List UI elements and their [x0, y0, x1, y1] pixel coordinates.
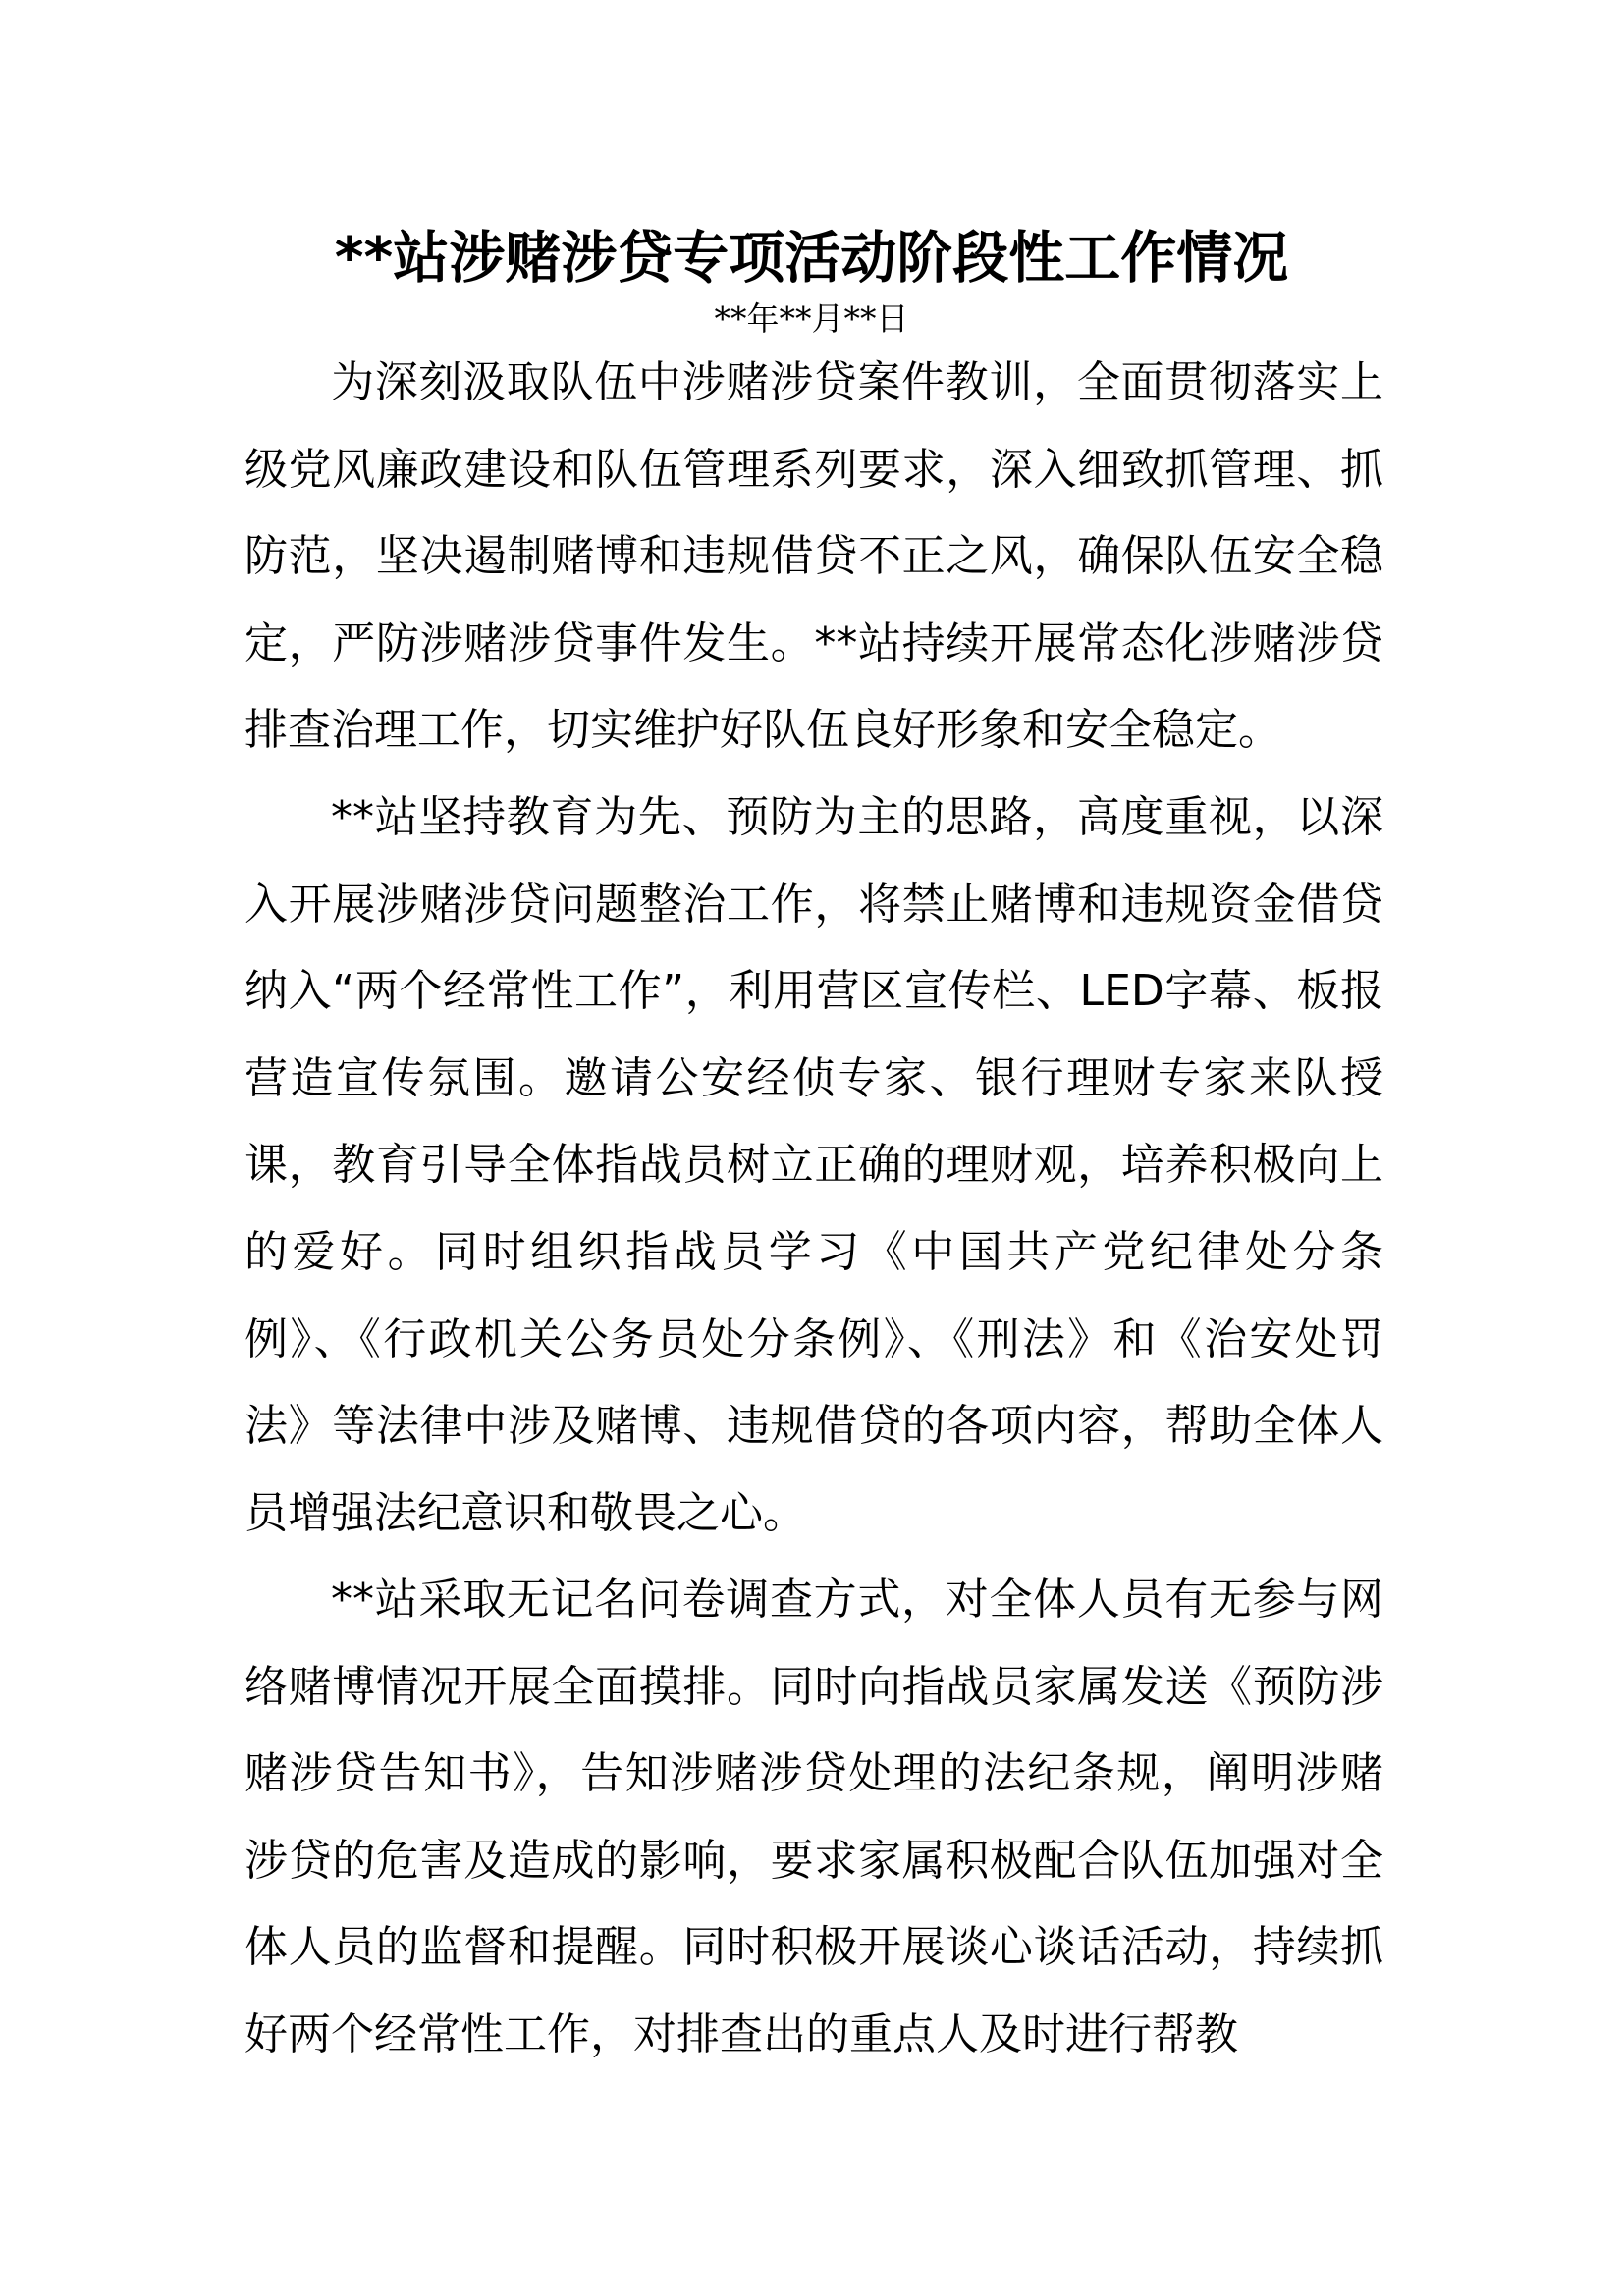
body-paragraph: **站坚持教育为先、预防为主的思路，高度重视，以深入开展涉赌涉贷问题整治工作，将禁止赌博和违规资金借贷纳入“两个经常性工作”，利用营区宣传栏、LED字幕、板报营造宣传氛围。邀请公安经侦专家、银行理财专家来队授课，教育引导全体指战员树立正确的理财观，培养积极向上的爱好。同时组织指战员学习《中国共产党纪律处分条例》、《行政机关公务员处分条例》、《刑法》和《治安处罚法》等法律中涉及赌博、违规借贷的各项内容，帮助全体人员增强法纪意识和敬畏之心。 [244, 792, 1383, 1538]
document-title: **站涉赌涉贷专项活动阶段性工作情况 [334, 226, 1289, 291]
body-paragraph: **站采取无记名问卷调查方式，对全体人员有无参与网络赌博情况开展全面摸排。同时向指战员家属发送《预防涉赌涉贷告知书》，告知涉赌涉贷处理的法纪条规，阐明涉赌涉贷的危害及造成的影响，要求家属积极配合队伍加强对全体人员的监督和提醒。同时积极开展谈心谈话活动，持续抓好两个经常性工作，对排查出的重点人及时进行帮教 [244, 1575, 1383, 2059]
document-date: **年**月**日 [714, 299, 909, 338]
body-paragraph: 为深刻汲取队伍中涉赌涉贷案件教训，全面贯彻落实上级党风廉政建设和队伍管理系列要求，深入细致抓管理、抓防范，坚决遏制赌博和违规借贷不正之风，确保队伍安全稳定，严防涉赌涉贷事件发生。**站持续开展常态化涉赌涉贷排查治理工作，切实维护好队伍良好形象和安全稳定。 [244, 357, 1383, 756]
